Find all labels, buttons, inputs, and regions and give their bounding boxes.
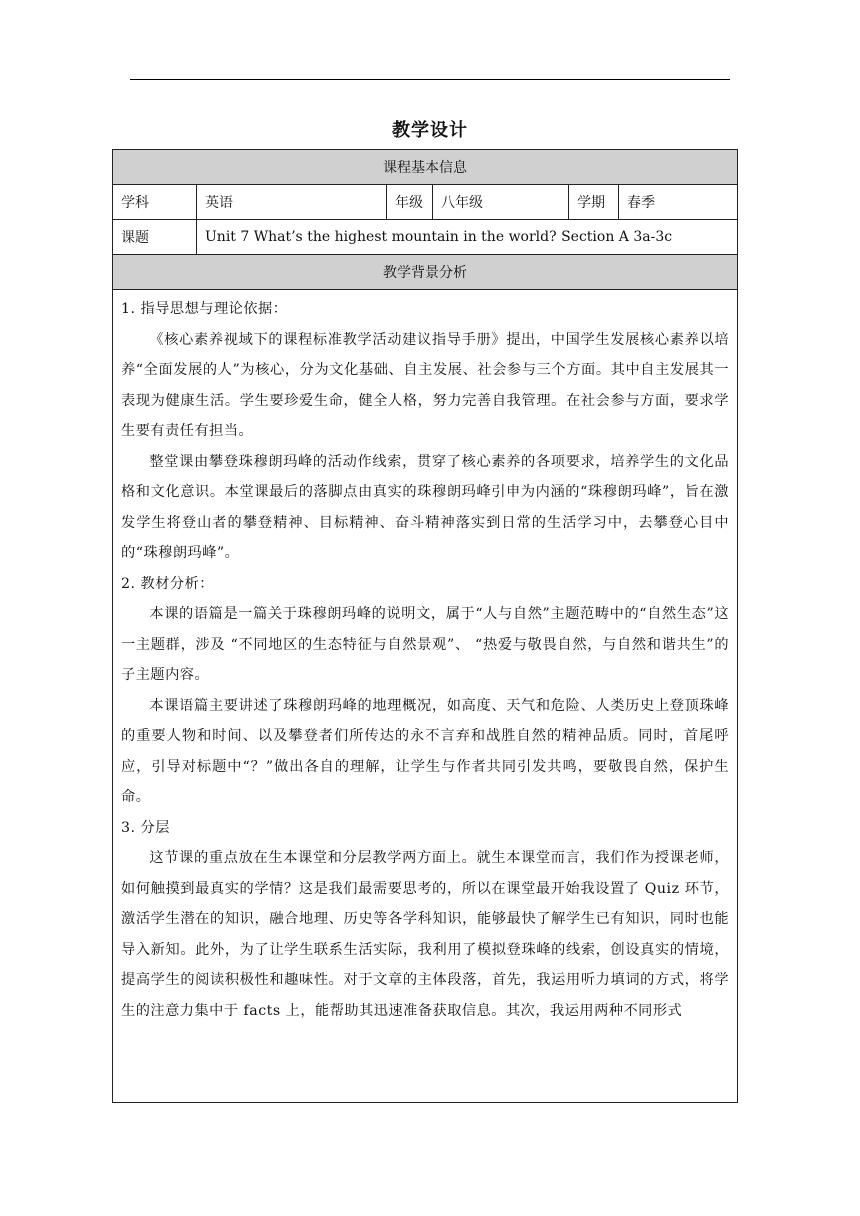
document-title: 教学设计: [392, 120, 468, 141]
background-row: [113, 290, 738, 1103]
term-value: 春季: [619, 185, 738, 220]
grade-value: 八年级: [433, 185, 569, 220]
lesson-design-table: [112, 149, 738, 1103]
section-header-basic-info: [113, 150, 738, 185]
paragraph: 本课语篇主要讲述了珠穆朗玛峰的地理概况，如高度、天气和危险、人类历史上登顶珠峰的重要人物和时间、以及攀登者们所传达的永不言弃和战胜自然的精神品质。同时，首尾呼应，引导对标题中“？”做出各自的理解，让学生与作者共同引发共鸣，要敬畏自然，保护生命。: [121, 697, 730, 805]
paragraph: 这节课的重点放在生本课堂和分层教学两方面上。就生本课堂而言，我们作为授课老师，如何触摸到最真实的学情？这是我们最需要思考的，所以在课堂最开始我设置了 Quiz 环节，激活学生潜在的知识，融合地理、历史等各学科知识，能够最快了解学生已有知识，同时也能导入新知。此外，为了让学生联系生活实际，我利用了模拟登珠峰的线索，创设真实的情境，提高学生的阅读积极性和趣味性。对于文章的主体段落，首先，我运用听力填词的方式，将学生的注意力集中于 facts 上，能帮助其迅速准备获取信息。其次，我运用两种不同形式: [121, 850, 730, 1019]
topic-row: [113, 220, 738, 255]
grade-label: 年级: [387, 185, 433, 220]
header-rule: [130, 79, 730, 80]
subject-label: 学科: [113, 185, 197, 220]
topic-label: 课题: [113, 220, 197, 255]
section-title-basic-info: 课程基本信息: [113, 150, 738, 185]
background-content: [113, 290, 738, 1103]
heading-layering: 3. 分层: [121, 819, 170, 836]
paragraph: 本课的语篇是一篇关于珠穆朗玛峰的说明文，属于“人与自然”主题范畴中的“自然生态”这一主题群，涉及 “不同地区的生态特征与自然景观”、 “热爱与敬畏自然，与自然和谐共生”的子主题内容。: [121, 606, 730, 683]
heading-textbook-analysis: 2. 教材分析：: [121, 575, 214, 592]
topic-value: Unit 7 What’s the highest mountain in the world? Section A 3a-3c: [197, 220, 738, 255]
section-header-background: [113, 255, 738, 290]
info-row: [113, 185, 738, 220]
subject-value: 英语: [197, 185, 387, 220]
heading-guiding-ideology: 1. 指导思想与理论依据：: [121, 301, 288, 317]
paragraph: 《核心素养视域下的课程标准教学活动建议指导手册》提出，中国学生发展核心素养以培养“全面发展的人”为核心，分为文化基础、自主发展、社会参与三个方面。其中自主发展其一表现为健康生活。学生要珍爱生命，健全人格，努力完善自我管理。在社会参与方面，要求学生要有责任有担当。: [121, 331, 730, 439]
section-title-background: 教学背景分析: [113, 255, 738, 290]
paragraph: 整堂课由攀登珠穆朗玛峰的活动作线索，贯穿了核心素养的各项要求，培养学生的文化品格和文化意识。本堂课最后的落脚点由真实的珠穆朗玛峰引申为内涵的“珠穆朗玛峰”，旨在激发学生将登山者的攀登精神、目标精神、奋斗精神落实到日常的生活学习中，去攀登心目中的“珠穆朗玛峰”。: [121, 453, 730, 561]
term-label: 学期: [569, 185, 619, 220]
